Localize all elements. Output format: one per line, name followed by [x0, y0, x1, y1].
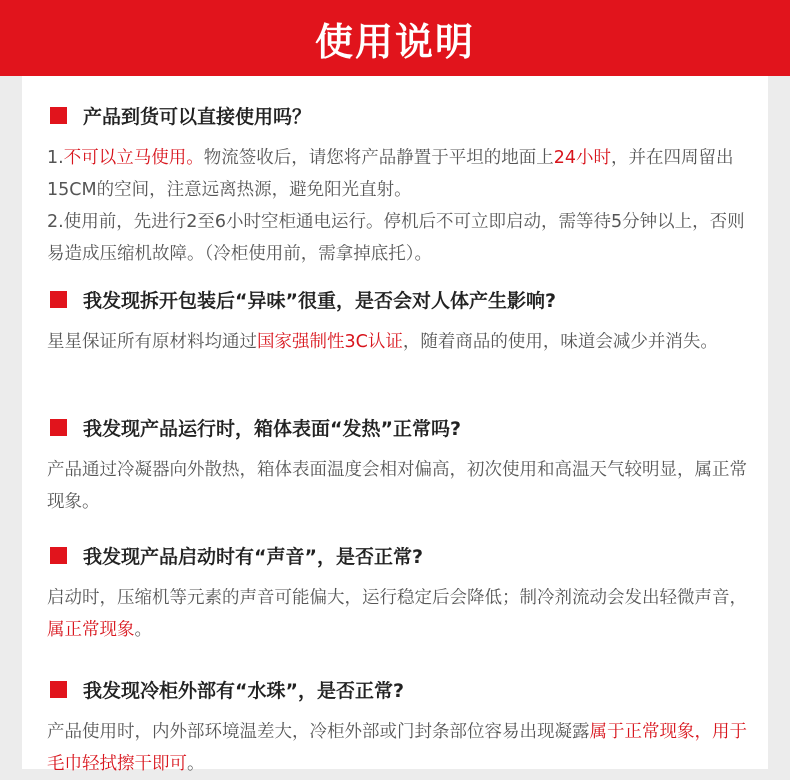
faq-card	[22, 76, 768, 774]
answer-text: 启动时，压缩机等元素的声音可能偏大，运行稳定后会降低；制冷剂流动会发出轻微声音，	[47, 588, 747, 608]
question-text: 我发现产品运行时，箱体表面“发热”正常吗?	[83, 417, 461, 440]
answer-text: 物流签收后，请您将产品静置于平坦的地面上	[203, 148, 554, 168]
answer-paragraph: 产品通过冷凝器向外散热，箱体表面温度会相对偏高，初次使用和高温天气较明显，属正常现象。	[47, 460, 747, 512]
question-text: 我发现产品启动时有“声音”，是否正常?	[83, 545, 423, 568]
answer-paragraph: 2.使用前，先进行2至6小时空柜通电运行。停机后不可立即启动，需等待5分钟以上，否则易造成压缩机故障。（冷柜使用前，需拿掉底托）。	[47, 212, 745, 264]
answer-paragraph	[47, 582, 747, 646]
answer-text: 1.	[47, 148, 64, 168]
faq-question	[50, 284, 768, 314]
faq-answer	[47, 716, 747, 780]
square-bullet-icon	[50, 419, 67, 436]
faq-item	[22, 540, 768, 646]
faq-question	[50, 540, 768, 570]
faq-question	[50, 100, 768, 130]
faq-answer	[47, 582, 747, 646]
answer-paragraph	[47, 716, 747, 780]
answer-text: ，随着商品的使用，味道会减少并消失。	[402, 332, 718, 352]
faq-answer	[47, 326, 747, 358]
answer-paragraph	[47, 326, 747, 358]
answer-text: 。	[187, 754, 205, 774]
answer-text: 。	[134, 620, 152, 640]
square-bullet-icon	[50, 291, 67, 308]
faq-item	[22, 412, 768, 518]
faq-item	[22, 284, 768, 358]
answer-highlight: 国家强制性3C认证	[257, 332, 403, 352]
faq-item	[22, 100, 768, 270]
answer-text: 星星保证所有原材料均通过	[47, 332, 257, 352]
answer-text: ，并在四周留出15CM的空间，注意远离热源，避免阳光直射。	[47, 148, 734, 200]
answer-highlight: 属正常现象	[47, 620, 135, 640]
answer-highlight: 不可以立马使用。	[63, 148, 204, 168]
faq-answer	[47, 142, 747, 270]
square-bullet-icon	[50, 681, 67, 698]
answer-highlight: 24小时	[553, 148, 611, 168]
square-bullet-icon	[50, 107, 67, 124]
question-text: 我发现拆开包装后“异味”很重，是否会对人体产生影响?	[83, 289, 556, 312]
faq-item	[22, 674, 768, 780]
faq-answer	[47, 454, 747, 518]
question-text: 我发现冷柜外部有“水珠”，是否正常?	[83, 679, 404, 702]
faq-question	[50, 412, 768, 442]
question-text: 产品到货可以直接使用吗？	[83, 105, 312, 128]
square-bullet-icon	[50, 547, 67, 564]
faq-question	[50, 674, 768, 704]
answer-paragraph	[47, 142, 747, 206]
answer-text: 产品使用时，内外部环境温差大，冷柜外部或门封条部位容易出现凝露	[47, 722, 590, 742]
answer-highlight: 属于正常现象，用于毛巾轻拭擦干即可	[47, 722, 747, 774]
header-banner	[0, 0, 790, 76]
page-title: 使用说明	[314, 19, 475, 64]
